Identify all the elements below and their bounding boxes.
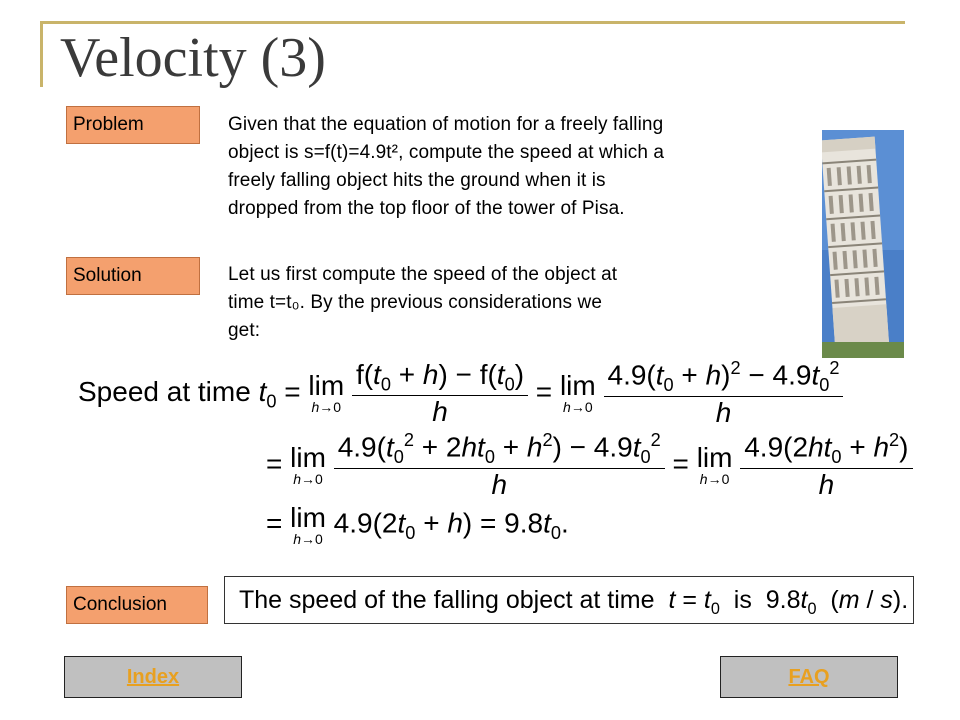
limit-symbol: lim h→0 — [559, 370, 596, 416]
frame-left-line — [40, 21, 43, 87]
fraction: $\frac{4.9(t_0 + h)^2 - 4.9t_0^2}{h}$ — [604, 358, 844, 429]
limit-symbol: lim h→0 — [308, 370, 345, 416]
fraction: $\frac{4.9(t_0^2 + 2ht_0 + h^2) - 4.9t_0^2}{h}$ — [334, 430, 665, 501]
faq-button[interactable]: FAQ — [720, 656, 898, 698]
difference-quotient: $\frac{f(t_0 + h) - f(t_0)}{h}$ — [352, 359, 528, 429]
fraction: $\frac{4.9(2ht_0 + h^2)}{h}$ — [740, 430, 912, 501]
leaning-tower-image — [822, 130, 904, 358]
limit-symbol: lim h→0 — [290, 442, 326, 488]
solution-line: get: — [228, 320, 261, 341]
slide-title: Velocity (3) — [60, 27, 326, 89]
solution-line: Let us first compute the speed of the object at — [228, 264, 618, 285]
problem-line: Given that the equation of motion for a freely falling — [228, 114, 664, 135]
problem-line: freely falling object hits the ground when it is — [228, 170, 606, 191]
limit-symbol: lim h→0 — [696, 442, 733, 488]
conclusion-text: The speed of the falling object at time $t = t_0$ is $9.8t_0$ (m / s). — [239, 586, 909, 618]
equation-line-2: = lim h→0 $\frac{4.9(t_0^2 + 2ht_0 + h^2) - 4.9t_0^2}{h}$ = lim h→0 $\frac{4.9(2ht_0 + h^2)}{h}$ — [266, 430, 913, 501]
problem-text — [228, 111, 664, 223]
index-button[interactable]: Index — [64, 656, 242, 698]
solution-text — [228, 261, 617, 345]
equation-line-3: = lim h→0 $4.9(2t_0 + h) = 9.8t_0$. — [266, 502, 569, 547]
solution-label: Solution — [66, 257, 200, 295]
conclusion-label: Conclusion — [66, 586, 208, 624]
problem-line: object is s=f(t)=4.9t², compute the speed at which a — [228, 142, 665, 163]
problem-label: Problem — [66, 106, 200, 144]
problem-line: dropped from the top floor of the tower of Pisa. — [228, 198, 625, 219]
conclusion-box — [224, 576, 914, 624]
conclusion-is: is — [733, 586, 752, 614]
frame-top-line — [40, 21, 905, 24]
solution-line: time t=t₀. By the previous considerations we — [228, 292, 602, 313]
conclusion-prefix: The speed of the falling object at time — [239, 586, 655, 614]
equation-line-1: Speed at time $t_0 = \lim$ h→0 $\frac{f(t_0 + h) - f(t_0)}{h}$ = lim h→0 $\frac{4.9(t_0 + h)^2 - 4.9t_0^2}{h}$ — [78, 358, 843, 429]
speed-label: Speed at time — [78, 375, 251, 407]
limit-symbol: lim h→0 — [290, 502, 326, 547]
